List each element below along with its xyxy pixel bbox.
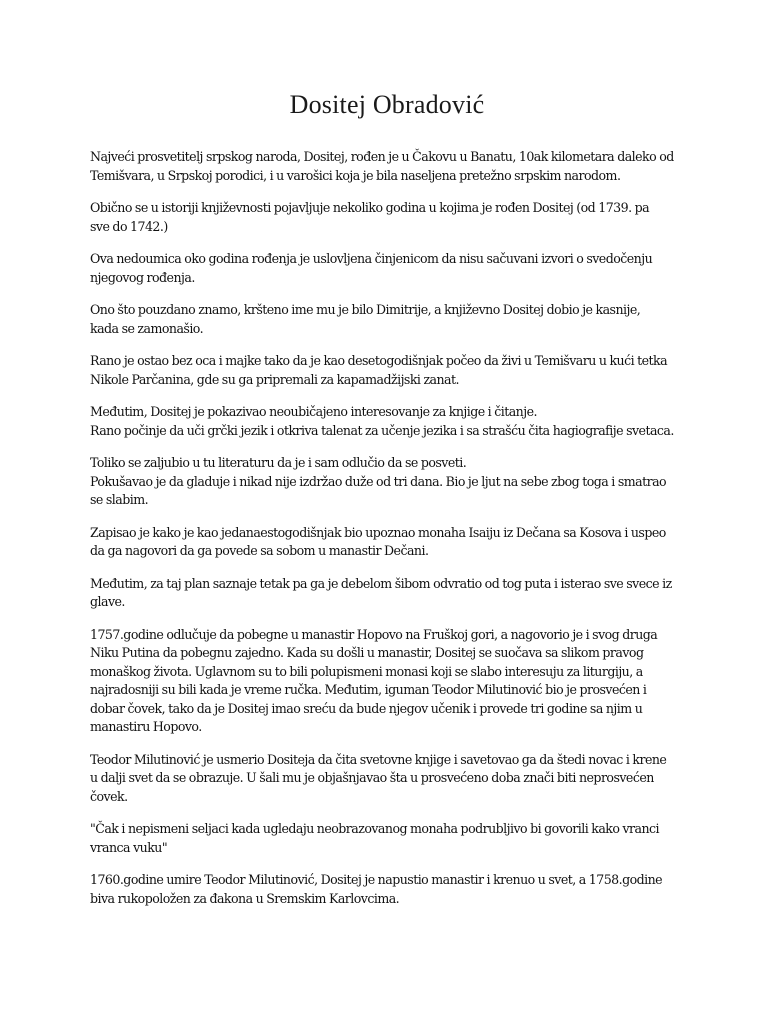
document-title: Dositej Obradović: [289, 90, 485, 119]
paragraph-line: u dalji svet da se obrazuje. U šali mu je objašnjavao šta u prosvećeno doba znači biti neprosvećen: [90, 770, 654, 785]
paragraph-line: sve do 1742.): [90, 218, 168, 234]
paragraph-line: dobar čovek, tako da je Dositej imao sreću da bude njegov učenik i provede tri godine sa njim u: [90, 700, 643, 716]
paragraph-line: Rano počinje da uči grčki jezik i otkriva talenat za učenje jezika i sa strašću čita hagiografije svetaca.: [90, 422, 674, 438]
paragraph: [90, 148, 684, 185]
paragraph: [90, 403, 684, 440]
paragraph: [90, 626, 684, 737]
paragraph-line: "Čak i nepismeni seljaci kada ugledaju neobrazovanog monaha podrubljivo bi govorili kako vranci: [90, 821, 659, 836]
paragraph-line: Ova nedoumica oko godina rođenja je uslovljena činjenicom da nisu sačuvani izvori o svedočenju: [90, 251, 653, 266]
paragraph-line: Međutim, Dositej je pokazivao neoubičajeno interesovanje za knjige i čitanje.: [90, 404, 537, 419]
paragraph: [90, 301, 684, 338]
paragraph-line: Nikole Parčanina, gde su ga pripremali za kapamadžijski zanat.: [90, 371, 459, 387]
paragraph-line: najradosniji su bili kada je vreme ručka. Međutim, iguman Teodor Milutinović bio je prosvećen i: [90, 682, 647, 697]
paragraph-line: njegovog rođenja.: [90, 269, 195, 285]
paragraph-line: vranca vuku": [90, 839, 168, 855]
paragraph-line: Niku Putina da pobegnu zajedno. Kada su došli u manastir, Dositej se suočava sa slikom pravog: [90, 645, 644, 660]
document-body: [90, 148, 684, 908]
paragraph-line: Zapisao je kako je kao jedanaestogodišnjak bio upoznao monaha Isaiju iz Dečana sa Kosova i uspeo: [90, 524, 666, 540]
paragraph-line: Međutim, za taj plan saznaje tetak pa ga je debelom šibom odvratio od tog puta i isterao sve svece iz: [90, 575, 672, 591]
paragraph: [90, 352, 684, 389]
paragraph: [90, 250, 684, 287]
paragraph-line: Obično se u istoriji književnosti pojavljuje nekoliko godina u kojima je rođen Dositej (od 1739. pa: [90, 200, 650, 215]
paragraph: [90, 199, 684, 236]
paragraph-line: da ga nagovori da ga povede sa sobom u manastir Dečani.: [90, 543, 429, 558]
paragraph-line: Najveći prosvetitelj srpskog naroda, Dositej, rođen je u Čakovu u Banatu, 10ak kilometara daleko od: [90, 149, 674, 164]
paragraph-line: se slabim.: [90, 492, 149, 507]
paragraph-line: monaškog života. Uglavnom su to bili polupismeni monasi koji se slabo interesuju za liturgiju, a: [90, 663, 643, 679]
paragraph: [90, 820, 684, 857]
paragraph-line: biva rukopoložen za đakona u Sremskim Karlovcima.: [90, 890, 400, 906]
paragraph-line: 1757.godine odlučuje da pobegne u manastir Hopovo na Fruškoj gori, a nagovorio je i svog druga: [90, 626, 658, 642]
paragraph-line: manastiru Hopovo.: [90, 719, 202, 734]
paragraph: [90, 871, 684, 908]
paragraph-line: Pokušavao je da gladuje i nikad nije izdržao duže od tri dana. Bio je ljut na sebe zbog toga i smatrao: [90, 473, 667, 489]
paragraph-line: 1760.godine umire Teodor Milutinović, Dositej je napustio manastir i krenuo u svet, a 1758.godine: [90, 872, 663, 887]
paragraph-line: Toliko se zaljubio u tu literaturu da je i sam odlučio da se posveti.: [90, 455, 467, 470]
paragraph-line: kada se zamonašio.: [90, 320, 204, 336]
paragraph: [90, 575, 684, 612]
paragraph: [90, 524, 684, 561]
paragraph: [90, 454, 684, 510]
paragraph-line: Temišvara, u Srpskoj porodici, i u varošici koja je bila naseljena pretežno srpskim narodom.: [90, 167, 621, 183]
paragraph-line: glave.: [90, 594, 125, 609]
paragraph-line: Ono što pouzdano znamo, kršteno ime mu je bilo Dimitrije, a književno Dositej dobio je kasnije,: [90, 302, 641, 317]
paragraph: [90, 751, 684, 807]
paragraph-line: čovek.: [90, 788, 128, 804]
paragraph-line: Rano je ostao bez oca i majke tako da je kao desetogodišnjak počeo da živi u Temišvaru u kući tetka: [90, 353, 668, 368]
paragraph-line: Teodor Milutinović je usmerio Dositeja da čita svetovne knjige i savetovao ga da štedi novac i krene: [90, 751, 667, 767]
